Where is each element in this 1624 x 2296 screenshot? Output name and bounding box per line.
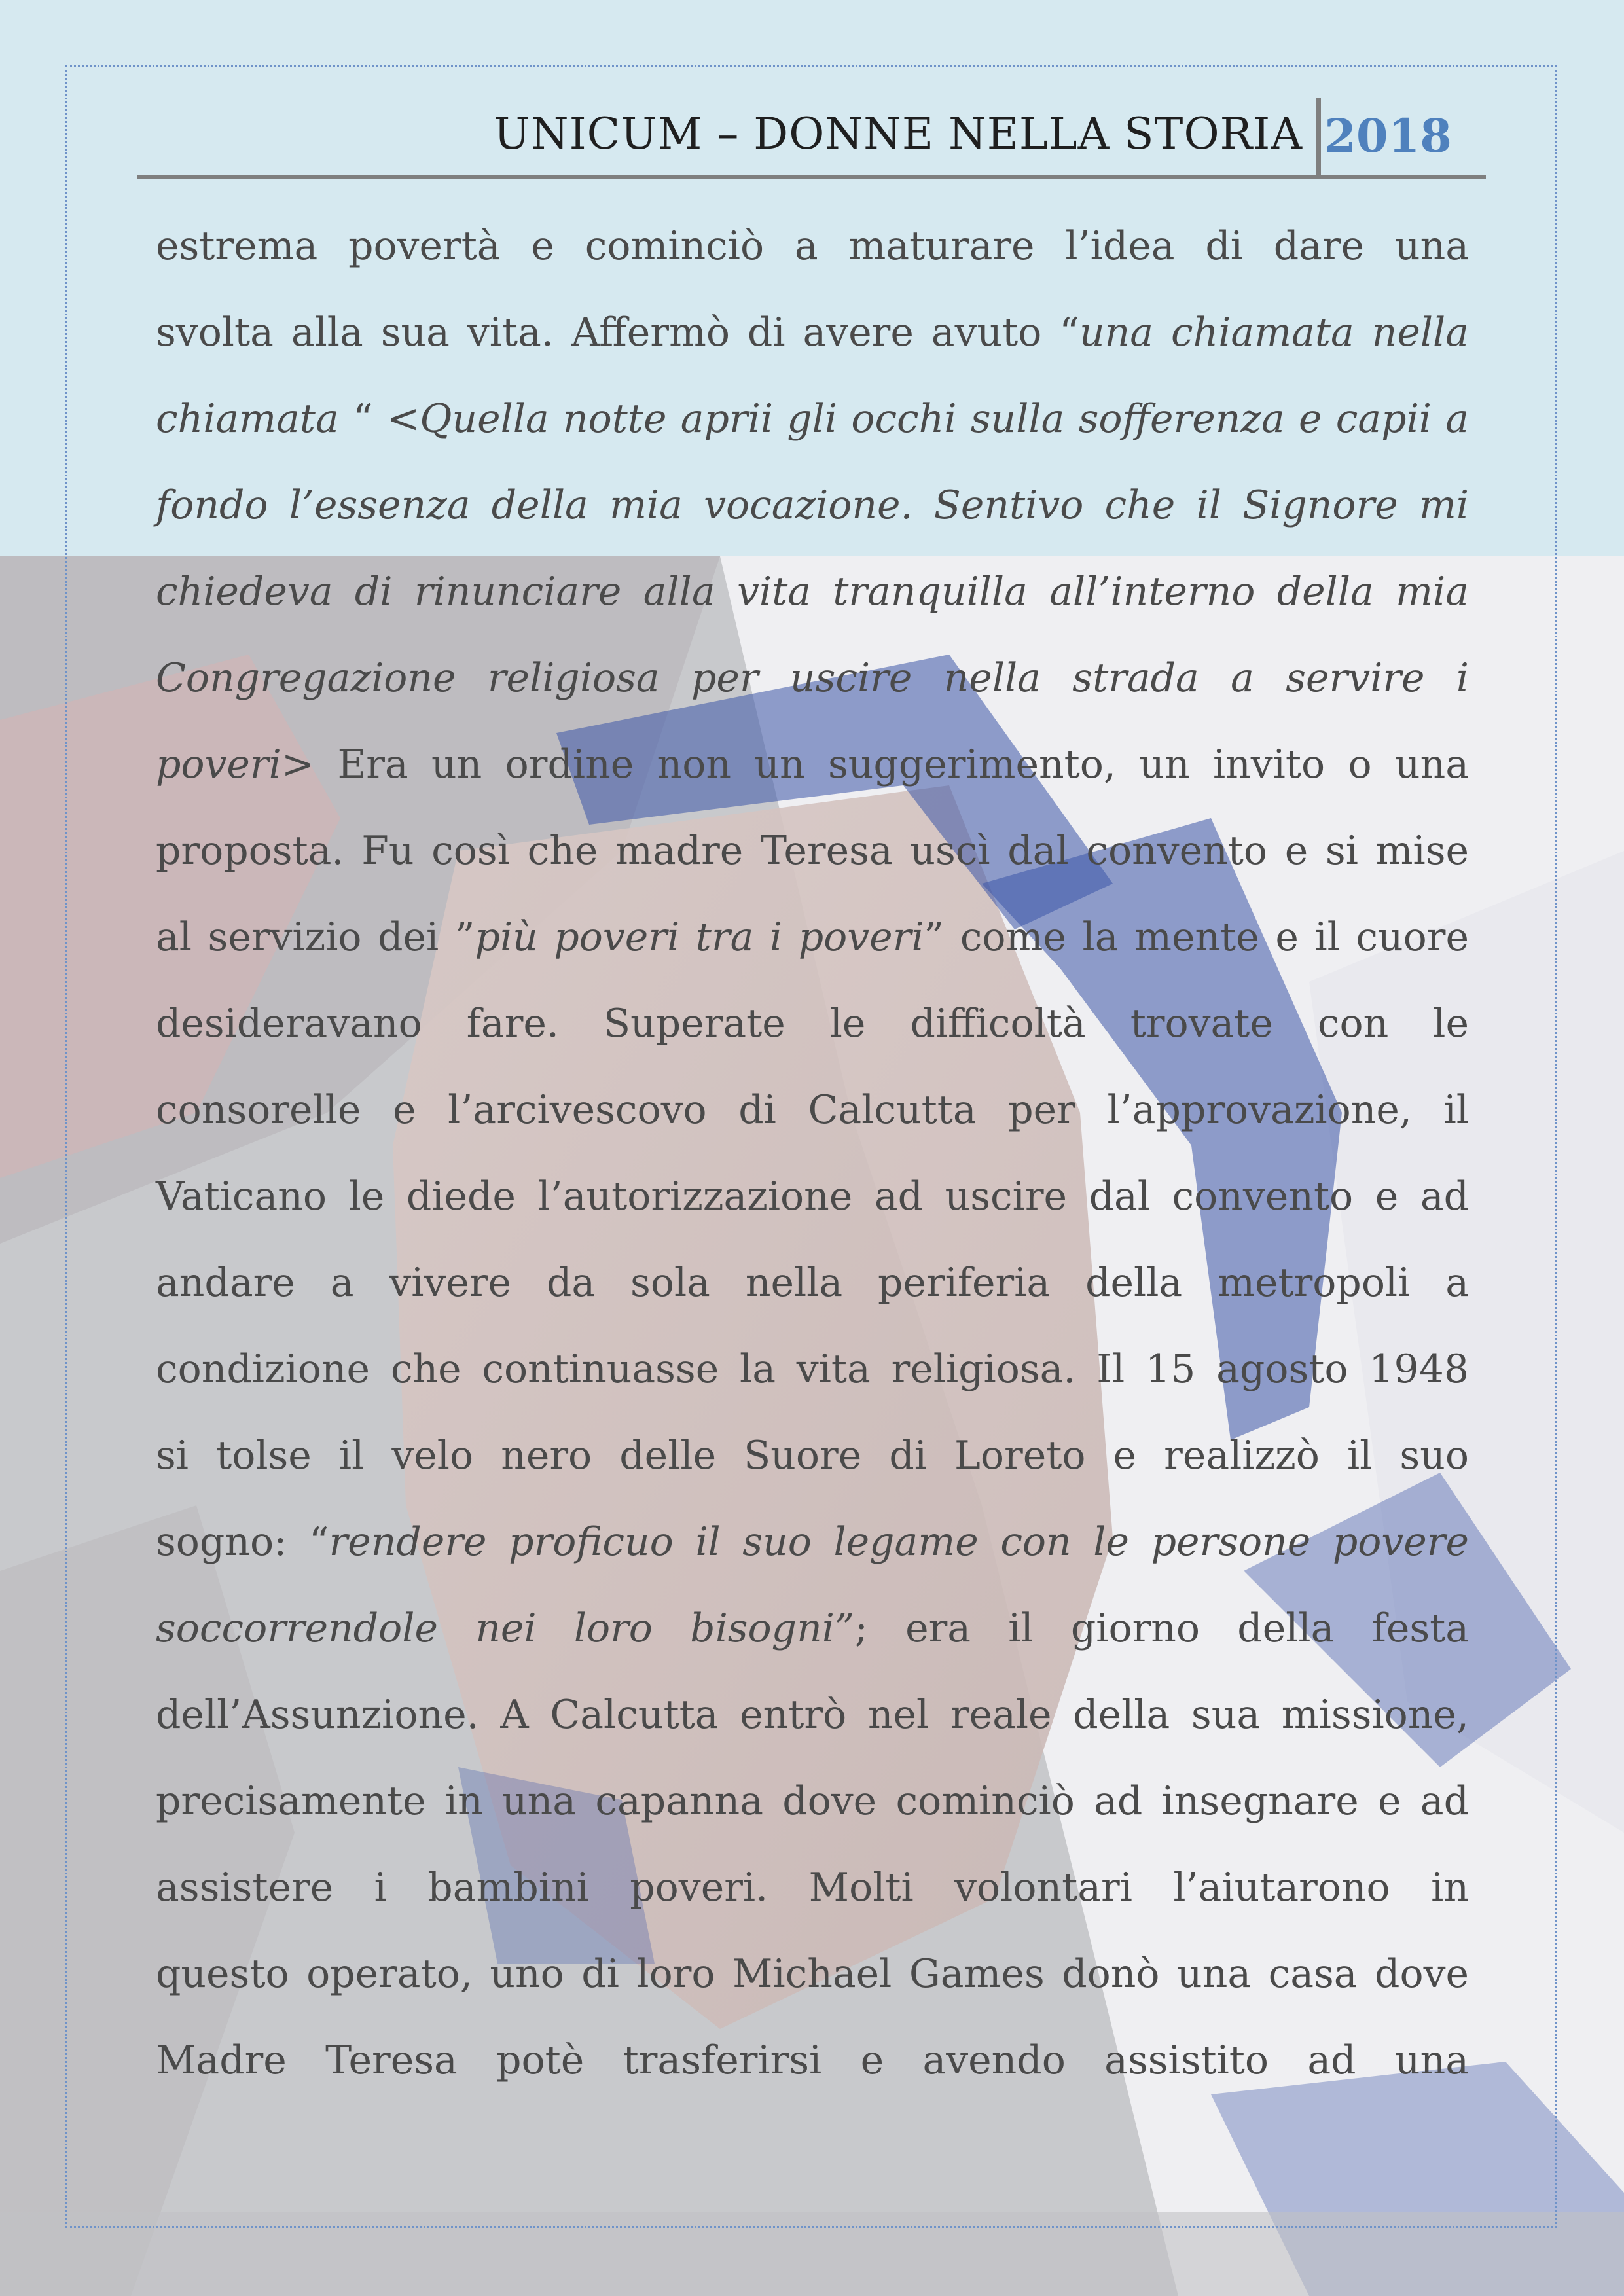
body-line xyxy=(156,1499,1469,1585)
body-line xyxy=(156,808,1469,894)
header-year: 2018 xyxy=(1324,109,1452,163)
italic-quote-text: chiamata xyxy=(156,396,339,442)
body-text-segment: proposta. Fu così che madre Teresa uscì dal convento e si mise xyxy=(156,828,1469,874)
body-text-segment: ; era il giorno della festa xyxy=(854,1605,1469,1651)
body-line xyxy=(156,1672,1469,1758)
body-line xyxy=(156,2017,1469,2104)
body-text-segment: sogno: “ xyxy=(156,1519,329,1565)
body-text-segment: andare a vivere da sola nella periferia della metropoli a xyxy=(156,1260,1469,1306)
body-text-segment: desideravano fare. Superate le difficoltà trovate con le xyxy=(156,1001,1469,1047)
body-line xyxy=(156,462,1469,548)
italic-quote-text: Congregazione religiosa per uscire nella strada a servire i xyxy=(156,655,1469,701)
body-line xyxy=(156,1412,1469,1499)
body-text-segment: precisamente in una capanna dove cominciò ad insegnare e ad xyxy=(156,1778,1469,1824)
body-line xyxy=(156,548,1469,635)
body-line xyxy=(156,894,1469,980)
italic-quote-text: poveri xyxy=(156,742,281,787)
body-line xyxy=(156,1240,1469,1326)
italic-quote-text: soccorrendole nei loro bisogni” xyxy=(156,1605,855,1651)
body-text-segment: ” come la mente e il cuore xyxy=(924,914,1469,960)
body-text-segment: estrema povertà e cominciò a maturare l’idea di dare una xyxy=(156,223,1469,269)
body-paragraph xyxy=(156,203,1469,2104)
body-text-segment: “ < xyxy=(338,396,420,442)
body-text-segment: dell’Assunzione. A Calcutta entrò nel reale della sua missione, xyxy=(156,1692,1469,1738)
italic-quote-text: chiedeva di rinunciare alla vita tranquilla all’interno della mia xyxy=(156,569,1469,615)
body-text-segment: al servizio dei ” xyxy=(156,914,475,960)
body-line xyxy=(156,1585,1469,1672)
body-line xyxy=(156,1844,1469,1931)
body-text-segment: condizione che continuasse la vita religiosa. Il 15 agosto 1948 xyxy=(156,1346,1469,1392)
body-text-segment: Madre Teresa potè trasferirsi e avendo assistito ad una xyxy=(156,2037,1469,2083)
body-line xyxy=(156,1931,1469,2017)
body-line xyxy=(156,635,1469,721)
header-title: UNICUM – DONNE NELLA STORIA xyxy=(494,109,1303,159)
body-line xyxy=(156,1067,1469,1153)
italic-quote-text: una chiamata nella xyxy=(1079,310,1470,355)
body-line xyxy=(156,1326,1469,1412)
body-line xyxy=(156,376,1469,462)
italic-quote-text: rendere proficuo il suo legame con le persone povere xyxy=(329,1519,1469,1565)
body-text-segment: consorelle e l’arcivescovo di Calcutta per l’approvazione, il xyxy=(156,1087,1469,1133)
body-text-segment: assistere i bambini poveri. Molti volontari l’aiutarono in xyxy=(156,1865,1469,1910)
header-separator xyxy=(1316,98,1321,179)
body-line xyxy=(156,203,1469,289)
body-text-segment: si tolse il velo nero delle Suore di Loreto e realizzò il suo xyxy=(156,1433,1469,1479)
body-line xyxy=(156,1153,1469,1240)
body-line xyxy=(156,289,1469,376)
body-line xyxy=(156,721,1469,808)
body-text-segment: questo operato, uno di loro Michael Games donò una casa dove xyxy=(156,1951,1469,1997)
body-line xyxy=(156,980,1469,1067)
italic-quote-text: fondo l’essenza della mia vocazione. Sentivo che il Signore mi xyxy=(156,482,1469,528)
body-line xyxy=(156,1758,1469,1844)
body-text-segment: Vaticano le diede l’autorizzazione ad uscire dal convento e ad xyxy=(156,1174,1469,1219)
body-text-segment: > Era un ordine non un suggerimento, un invito o una xyxy=(281,742,1469,787)
italic-quote-text: più poveri tra i poveri xyxy=(475,914,924,960)
page-header xyxy=(137,98,1486,179)
italic-quote-text: Quella notte aprii gli occhi sulla sofferenza e capii a xyxy=(420,396,1469,442)
body-text-segment: svolta alla sua vita. Affermò di avere avuto “ xyxy=(156,310,1079,355)
